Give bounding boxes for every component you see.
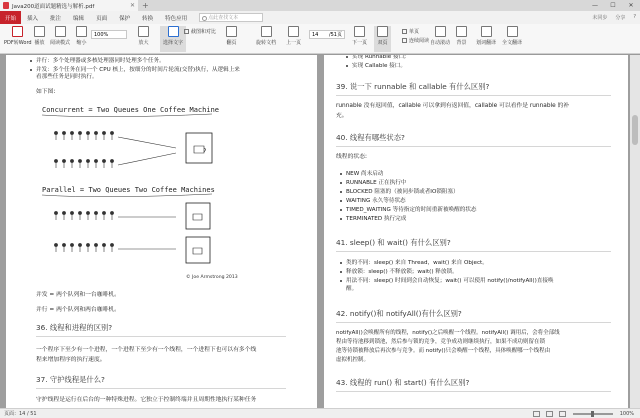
bullet-parallel: 并行：多个处理器或多核处理器同时处理多个任务。 [36, 58, 165, 64]
ribbon-toolbar [0, 24, 640, 54]
zoom-level-select[interactable]: 100% [91, 30, 127, 39]
bullet-concurrent-cont: 看那些任务是同时执行。 [36, 74, 98, 80]
pdf-to-word-button[interactable]: PDF转Word [4, 26, 32, 46]
sketch-credit: © Joe Armstrong 2013 [186, 275, 238, 280]
coffee-machine-1-icon [186, 203, 210, 229]
queue-2-people [54, 211, 113, 252]
arrow-up-icon [288, 26, 299, 37]
rotate-icon [261, 26, 272, 37]
document-workspace [0, 55, 640, 408]
state-item: TERMINATED 执行完成 [346, 216, 407, 222]
heading-q43: 43. 线程的 run() 和 start() 有什么区别? [336, 378, 470, 387]
q40-intro: 线程的状态: [336, 154, 367, 160]
reading-mode-icon [55, 26, 66, 37]
double-page-button[interactable]: 双页 [374, 26, 391, 52]
menu-bar [0, 11, 640, 24]
divider-q40 [336, 146, 611, 147]
state-item: NEW 尚未启动 [346, 171, 384, 177]
divider-q43 [336, 391, 611, 392]
menu-right-actions [588, 14, 640, 21]
note-concurrent: 并发 = 两个队列和一台咖啡机。 [36, 292, 120, 298]
q42-answer-line1: notifyAll()会唤醒所有的线程，notify()之后唤醒一个线程。notifyAll() 调用后，会将全部线 [336, 330, 560, 336]
single-page-option[interactable]: 单页 [402, 28, 419, 35]
q36-answer-line2: 程来增加程序的执行速度。 [36, 357, 106, 363]
q36-answer-line1: 一个程序下至少有一个进程，一个进程下至少有一个线程，一个进程下也可以有多个线 [36, 347, 257, 353]
menu-annotate[interactable]: 批注 [50, 15, 62, 22]
next-page-button[interactable]: 下一页 [352, 26, 367, 46]
zoom-in-button[interactable]: 放大 [138, 26, 149, 46]
word-translate-button[interactable]: 划词翻译 [476, 26, 496, 46]
status-bar [0, 408, 640, 418]
zoom-slider[interactable] [573, 413, 613, 415]
document-tab-title: Java200道面试题精选与解析.pdf [12, 3, 95, 10]
screenshot-compare-button[interactable]: 截图和对比 [184, 28, 216, 35]
page-turn-icon [226, 26, 237, 37]
q42-answer-line2: 程由等待池移到锁池，然后参与锁的竞争，竞争成功则继续执行，如果不成功则留在锁 [336, 339, 546, 345]
auto-scroll-icon [435, 26, 446, 37]
play-button[interactable]: 播放 [34, 26, 45, 46]
menu-page[interactable]: 页面 [96, 15, 108, 22]
fit-page-icon[interactable] [559, 411, 566, 417]
single-page-icon [402, 29, 407, 34]
select-text-button[interactable]: 选择文字 [160, 26, 186, 52]
new-tab-icon[interactable]: + [142, 1, 149, 10]
q42-answer-line3: 池等待锁被释放后再次参与竞争。而 notify()只会唤醒一个线程，具体唤醒哪一个线程由 [336, 348, 551, 354]
q39-answer-line1: runnable 没有返回值，callable 可以拿到有返回值，callable 可以看作是 runnable 的补 [336, 103, 570, 109]
menu-features[interactable]: 特色应用 [165, 15, 188, 22]
heading-q40: 40. 线程有哪些状态? [336, 133, 405, 142]
continuous-icon [402, 38, 407, 43]
state-item: TIMED_WAITING 等待指定的时间重新被唤醒的状态 [346, 207, 477, 213]
state-item: RUNNABLE 正在执行中 [346, 180, 407, 186]
window-controls [586, 2, 640, 9]
maximize-button[interactable]: ☐ [610, 2, 616, 9]
cursor-icon [168, 26, 179, 37]
continuous-reading-option[interactable]: 连续阅读 [402, 37, 429, 44]
full-translate-icon [507, 26, 518, 37]
q41-bullet-usage-cont: 醒。 [346, 286, 358, 292]
heading-q42: 42. notify()和 notifyAll()有什么区别? [336, 309, 462, 318]
coffee-machine-2-icon [186, 237, 210, 263]
title-bar [0, 0, 640, 11]
figure-intro: 如下图: [36, 89, 56, 95]
heading-q37: 37. 守护线程是什么? [36, 375, 105, 384]
pdf-to-word-icon [12, 26, 23, 37]
double-view-icon[interactable] [546, 411, 553, 417]
parallelism-sketch [36, 183, 276, 283]
divider-q39 [336, 95, 611, 96]
divider-q42 [336, 322, 611, 323]
rotate-document-button[interactable]: 旋转文档 [256, 26, 276, 46]
zoom-out-icon [76, 26, 87, 37]
document-page-left [6, 55, 317, 408]
page-turn-button[interactable]: 翻页 [226, 26, 237, 46]
sketch-2-title: Parallel = Two Queues Two Coffee Machines [42, 186, 215, 194]
sketch-1-title: Concurrent = Two Queues One Coffee Machine [42, 106, 220, 114]
divider-q41 [336, 251, 611, 252]
pdf-file-icon [3, 2, 9, 9]
play-icon [34, 26, 45, 37]
menu-edit[interactable]: 编辑 [73, 15, 85, 22]
menu-convert[interactable]: 转换 [142, 15, 154, 22]
queue-1-people [54, 131, 113, 168]
state-item: WAITING 永久等待状态 [346, 198, 406, 204]
screenshot-icon [184, 29, 189, 34]
zoom-out-button[interactable]: 缩小 [76, 26, 87, 46]
page-number-input[interactable]: 14 /51页 [309, 30, 345, 39]
vertical-scrollbar[interactable] [630, 55, 640, 408]
state-item: BLOCKED 阻塞的（被同步锁或者IO锁阻塞） [346, 189, 459, 195]
background-button[interactable]: 背景 [456, 26, 467, 46]
note-parallel: 并行 = 两个队列和两台咖啡机。 [36, 307, 120, 313]
bullet-callable: 实现 Callable 接口。 [352, 63, 406, 69]
q42-answer-line4: 虚拟机控制。 [336, 357, 370, 363]
q41-bullet-lock: 释放锁：sleep() 不释放锁；wait() 释放锁。 [346, 269, 458, 275]
q37-answer-line1: 守护线程是运行在后台的一种特殊进程。它独立于控制终端并且周期性地执行某种任务 [36, 397, 257, 403]
heading-q36: 36. 线程和进程的区别? [36, 323, 113, 332]
previous-page-button[interactable]: 上一页 [286, 26, 301, 46]
find-text-input[interactable]: 点此查找文本 [199, 13, 263, 22]
q41-bullet-usage: 用法不同：sleep() 时间到会自动恢复；wait() 可以使用 notify()/notifyAll()直接唤 [346, 278, 554, 284]
view-mode-controls [530, 411, 640, 417]
q41-bullet-class: 类的不同：sleep() 来自 Thread，wait() 来自 Object。 [346, 260, 488, 266]
menu-insert[interactable]: 插入 [27, 15, 39, 22]
single-view-icon[interactable] [533, 411, 540, 417]
full-translate-button[interactable]: 全文翻译 [502, 26, 522, 46]
document-page-right [324, 55, 628, 408]
bullet-runnable: 实现 Runnable 接口; [352, 55, 407, 60]
divider-q36 [36, 336, 286, 337]
auto-scroll-button[interactable]: 自动滚动 [430, 26, 450, 46]
scrollbar-thumb[interactable] [632, 115, 638, 145]
status-zoom-value: 100% [619, 410, 634, 417]
heading-q41: 41. sleep() 和 wait() 有什么区别? [336, 238, 451, 247]
menu-protect[interactable]: 保护 [119, 15, 131, 22]
heading-q39: 39. 说一下 runnable 和 callable 有什么区别? [336, 82, 490, 91]
minimize-button[interactable]: — [592, 2, 598, 9]
q39-answer-line2: 充。 [336, 113, 348, 119]
bullet-concurrent: 并发：多个任务在同一个 CPU 核上，按细分的时间片轮流(交替)执行，从逻辑上来 [36, 67, 240, 73]
background-icon [456, 26, 467, 37]
arrow-down-icon [354, 26, 365, 37]
help-button[interactable]: ? [633, 14, 636, 20]
close-tab-icon[interactable]: ✕ [129, 2, 135, 9]
close-window-button[interactable]: ✕ [628, 2, 634, 9]
share-button[interactable]: 分享 [615, 15, 626, 21]
document-tab[interactable] [0, 0, 138, 11]
double-page-icon [377, 26, 388, 37]
translate-icon [481, 26, 492, 37]
zoom-in-icon [138, 26, 149, 37]
coffee-machine-icon [186, 133, 212, 163]
menu-start[interactable]: 开始 [0, 11, 21, 24]
status-page-indicator: 页面：14 / 51 [4, 411, 37, 417]
sync-status[interactable]: 未同步 [592, 15, 608, 21]
reading-mode-button[interactable]: 阅读模式 [50, 26, 70, 46]
divider-q37 [36, 388, 286, 389]
